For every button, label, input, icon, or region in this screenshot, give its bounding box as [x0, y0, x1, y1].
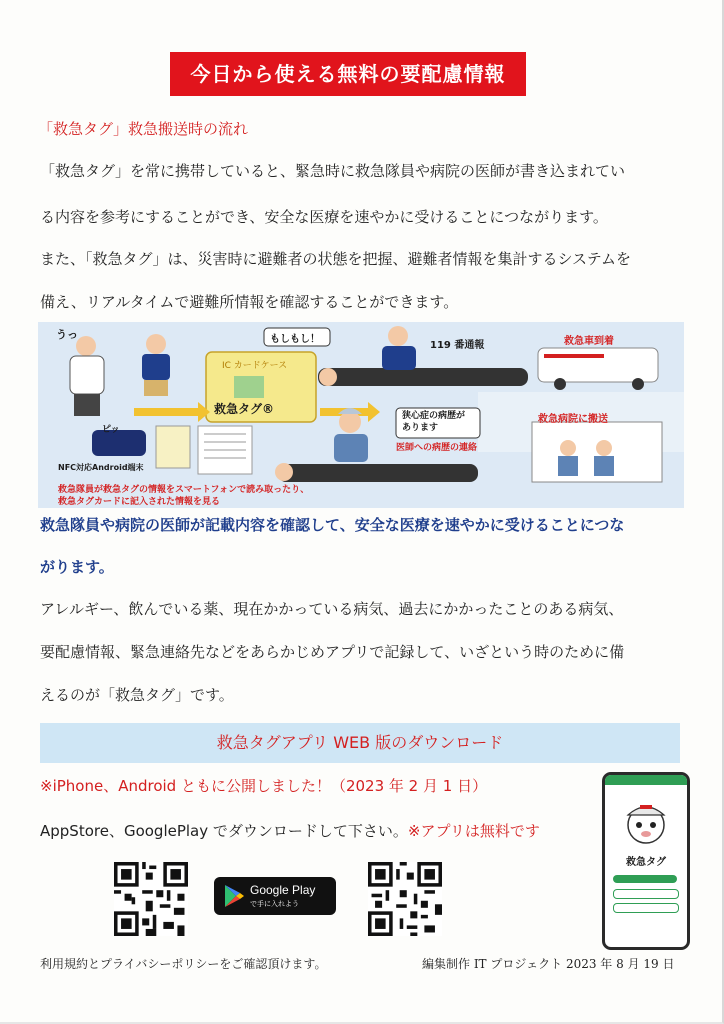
footer-terms[interactable]: 利用規約とプライバシーポリシーをご確認頂けます。 [40, 957, 327, 971]
blue-text-line: がります。 [40, 558, 114, 576]
illus-hospital-transport: 救急病院に搬送 [538, 414, 608, 425]
google-play-icon [223, 884, 245, 908]
paragraph1-line: また、「救急タグ」は、災害時に避難者の状態を把握、避難者情報を集計するシステムを [40, 250, 632, 268]
illus-bubble-moshimoshi: もしもし！ [270, 334, 320, 345]
paragraph1-line: る内容を参考にすることができ、安全な医療を速やかに受けることにつながります。 [40, 208, 608, 226]
qr-code-icon[interactable] [114, 862, 188, 936]
illus-pi: ピッ [102, 425, 120, 435]
blue-text-line: 救急隊員や病院の医師が記載内容を確認して、安全な医療を速やかに受けることにつな [40, 516, 625, 534]
store-free-note: ※アプリは無料です [407, 822, 540, 840]
illus-caption-line1: 救急隊員が救急タグの情報をスマートフォンで読み取ったり、 [58, 485, 310, 495]
illus-nfc-device: NFC対応Android端末 [58, 463, 144, 472]
paragraph2-line: アレルギー、飲んでいる薬、現在かかっている病気、過去にかかったことのある病気、 [40, 600, 624, 618]
google-play-sub: で手に入れよう [250, 900, 299, 908]
illus-hospital-contact: 医師への病歴の連絡 [396, 443, 478, 453]
section-heading: 「救急タグ」救急搬送時の流れ [38, 120, 249, 138]
mascot-icon [616, 797, 676, 849]
phone-button [613, 903, 679, 913]
illus-caption-line2: 救急タグカードに記入された情報を見る [58, 497, 221, 507]
google-play-button[interactable] [214, 877, 336, 915]
phone-app-name: 救急タグ [626, 857, 666, 868]
phone-status-bar [605, 775, 687, 785]
download-band: 救急タグアプリ WEB 版のダウンロード [40, 723, 680, 763]
smartphone-icon [602, 772, 690, 950]
illus-heart-history: 狭心症の病歴が あります [402, 411, 466, 433]
qr-code-icon[interactable] [368, 862, 442, 936]
phone-button [613, 875, 677, 883]
paragraph1-line: 「救急タグ」を常に携帯していると、緊急時に救急隊員や病院の医師が書き込まれてい [40, 162, 626, 180]
illus-voice-u: うっ [56, 328, 78, 341]
paragraph1-line: 備え、リアルタイムで避難所情報を確認することができます。 [40, 293, 459, 311]
page-title: 今日から使える無料の要配慮情報 [170, 52, 526, 96]
illus-ambulance-arrival: 救急車到着 [564, 336, 614, 347]
emergency-flow-illustration [38, 322, 684, 508]
store-instructions [40, 820, 540, 841]
illus-tag-label: 救急タグ® [214, 402, 275, 416]
google-play-name: Google Play [250, 883, 316, 897]
footer-credit: 編集制作 IT プロジェクト 2023 年 8 月 19 日 [422, 957, 675, 971]
illus-ic-card-case: IC カードケース [222, 361, 288, 371]
paragraph2-line: 要配慮情報、緊急連絡先などをあらかじめアプリで記録して、いざという時のために備 [40, 643, 625, 661]
paragraph2-line: えるのが「救急タグ」です。 [40, 686, 234, 704]
release-note: ※iPhone、Android ともに公開しました！（2023 年 2 月 1 日） [40, 777, 488, 795]
illus-call-119: 119 番通報 [430, 340, 485, 351]
phone-button [613, 889, 679, 899]
store-line-text: AppStore、GooglePlay でダウンロードして下さい。 [40, 822, 408, 840]
